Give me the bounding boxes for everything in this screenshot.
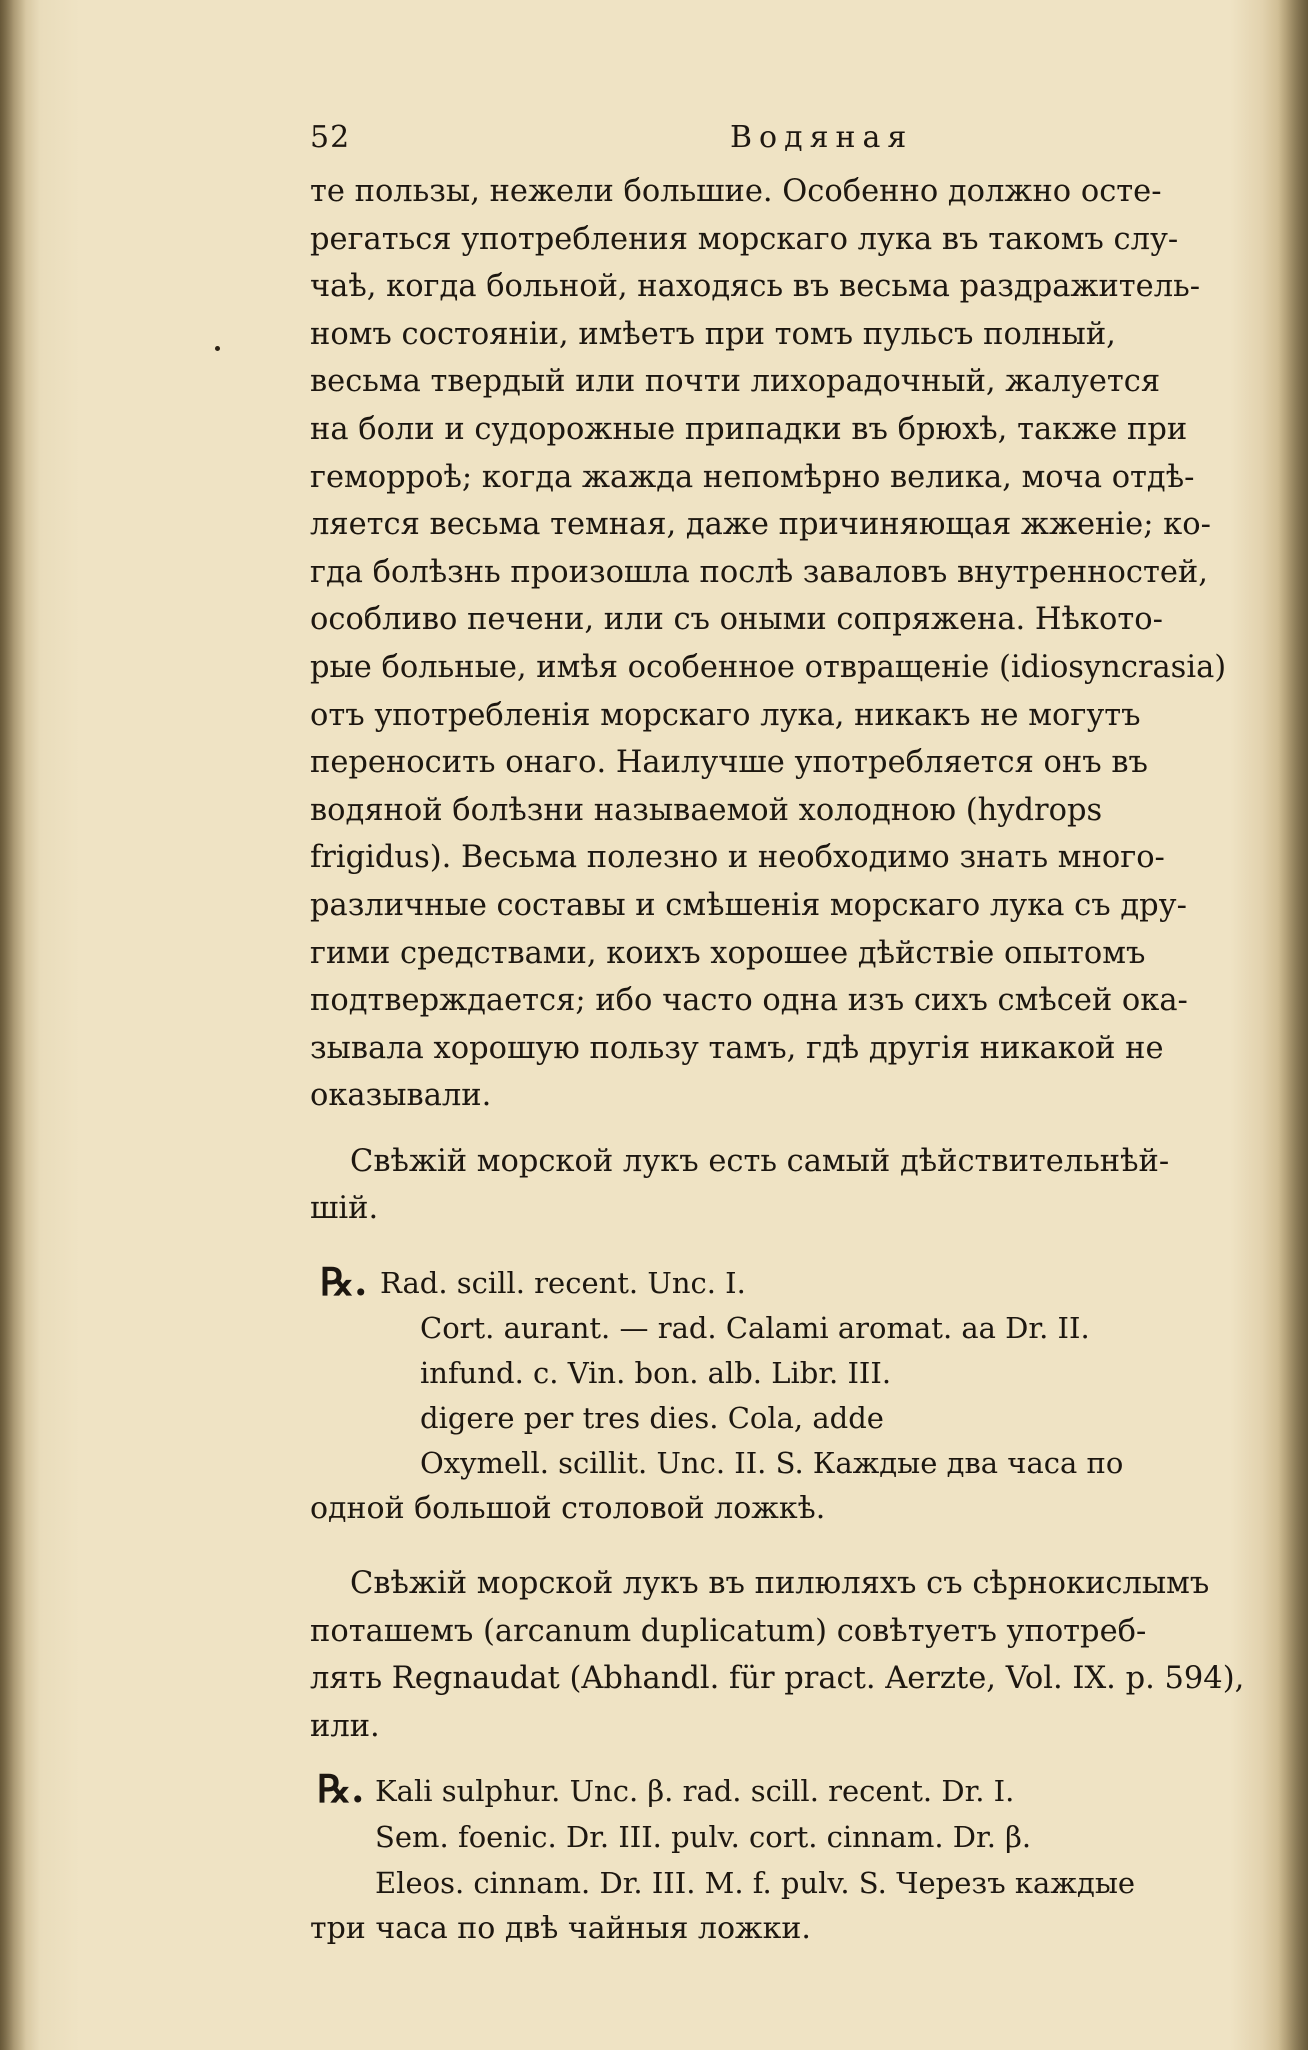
text-line: гими средствами, коихъ хорошее дѣйствіе опытомъ bbox=[310, 935, 1146, 971]
page-header bbox=[310, 116, 1270, 168]
text-line: переносить онаго. Наилучше употребляется онъ въ bbox=[310, 745, 1148, 781]
text-line: весьма твердый или почти лихорадочный, жалуется bbox=[310, 364, 1161, 400]
ink-speck bbox=[215, 346, 220, 351]
text-line: зывала хорошую пользу тамъ, гдѣ другія никакой не bbox=[310, 1030, 1164, 1066]
running-head: Водяная bbox=[730, 120, 914, 155]
spacer bbox=[310, 1120, 1270, 1138]
text-line: шій. bbox=[310, 1191, 379, 1227]
recipe-symbol: ℞. bbox=[317, 1766, 365, 1812]
text-line: те пользы, нежели большие. Особенно должно осте- bbox=[310, 174, 1162, 209]
recipe-2 bbox=[317, 1766, 1270, 1906]
recipe-1-tail bbox=[310, 1486, 1270, 1532]
text-line: ляется весьма темная, даже причиняющая жженіе; ко- bbox=[310, 507, 1211, 543]
recipe-line: infund. c. Vin. bon. alb. Libr. III. bbox=[420, 1356, 892, 1391]
text-line: гда болѣзнь произошла послѣ заваловъ внутренностей, bbox=[310, 554, 1208, 590]
recipe-line: Cort. aurant. — rad. Calami aromat. aa Dr. II. bbox=[420, 1311, 1090, 1346]
text-line: отъ употребленія морскаго лука, никакъ не могутъ bbox=[310, 697, 1141, 733]
spacer bbox=[310, 1532, 1270, 1560]
text-line: или. bbox=[310, 1708, 380, 1744]
recipe-1 bbox=[320, 1259, 1270, 1486]
recipe-line: Sem. foenic. Dr. III. pulv. cort. cinnam. Dr. β. bbox=[375, 1820, 1032, 1855]
recipe-2-tail bbox=[310, 1906, 1270, 1952]
paragraph-1 bbox=[310, 168, 1270, 1120]
spacer bbox=[310, 1233, 1270, 1261]
text-line: frigidus). Весьма полезно и необходимо знать много- bbox=[310, 840, 1165, 876]
text-line: Свѣжій морской лукъ въ пилюляхъ съ сѣрнокислымъ bbox=[350, 1566, 1210, 1602]
text-line: лять Regnaudat (Abhandl. für pract. Aerzte, Vol. IX. p. 594), bbox=[310, 1661, 1245, 1697]
text-line: рые больные, имѣя особенное отвращеніе (idiosyncrasia) bbox=[310, 649, 1227, 685]
spine-shadow bbox=[0, 0, 26, 2050]
text-line: номъ состояніи, имѣетъ при томъ пульсъ полный, bbox=[310, 316, 1116, 352]
text-line: одной большой столовой ложкѣ. bbox=[310, 1491, 826, 1527]
recipe-line: digere per tres dies. Cola, adde bbox=[420, 1401, 884, 1436]
spacer bbox=[310, 1750, 1270, 1768]
text-line: особливо печени, или съ оными сопряжена. Нѣкото- bbox=[310, 602, 1163, 638]
text-line: на боли и судорожные припадки въ брюхѣ, также при bbox=[310, 411, 1188, 447]
recipe-line: Eleos. cinnam. Dr. III. M. f. pulv. S. Черезъ каждые bbox=[375, 1866, 1136, 1901]
text-line: различные составы и смѣшенія морскаго лука съ дру- bbox=[310, 887, 1187, 923]
page-edge-shadow bbox=[1278, 0, 1308, 2050]
paragraph-3 bbox=[310, 1560, 1270, 1750]
text-line: оказывали. bbox=[310, 1078, 492, 1114]
recipe-line: Kali sulphur. Unc. β. rad. scill. recent. Dr. I. bbox=[375, 1774, 1015, 1809]
text-line: регаться употребления морскаго лука въ такомъ слу- bbox=[310, 221, 1179, 257]
paragraph-2 bbox=[310, 1138, 1270, 1233]
text-line: геморроѣ; когда жажда непомѣрно велика, моча отдѣ- bbox=[310, 459, 1195, 495]
text-block bbox=[310, 116, 1270, 1952]
text-line: три часа по двѣ чайныя ложки. bbox=[310, 1911, 811, 1947]
recipe-line: Rad. scill. recent. Unc. I. bbox=[380, 1266, 746, 1301]
text-line: водяной болѣзни называемой холодною (hydrops bbox=[310, 792, 1103, 828]
text-line: поташемъ (arcanum duplicatum) совѣтуетъ употреб- bbox=[310, 1613, 1147, 1649]
recipe-line: Oxymell. scillit. Unc. II. S. Каждые два часа по bbox=[420, 1446, 1124, 1481]
text-line: чаѣ, когда больной, находясь въ весьма раздражитель- bbox=[310, 269, 1200, 305]
text-line: подтверждается; ибо часто одна изъ сихъ смѣсей ока- bbox=[310, 983, 1188, 1019]
recipe-symbol: ℞. bbox=[320, 1259, 368, 1305]
text-line: Свѣжій морской лукъ есть самый дѣйствительнѣй- bbox=[350, 1143, 1170, 1179]
page-number: 52 bbox=[310, 120, 351, 155]
